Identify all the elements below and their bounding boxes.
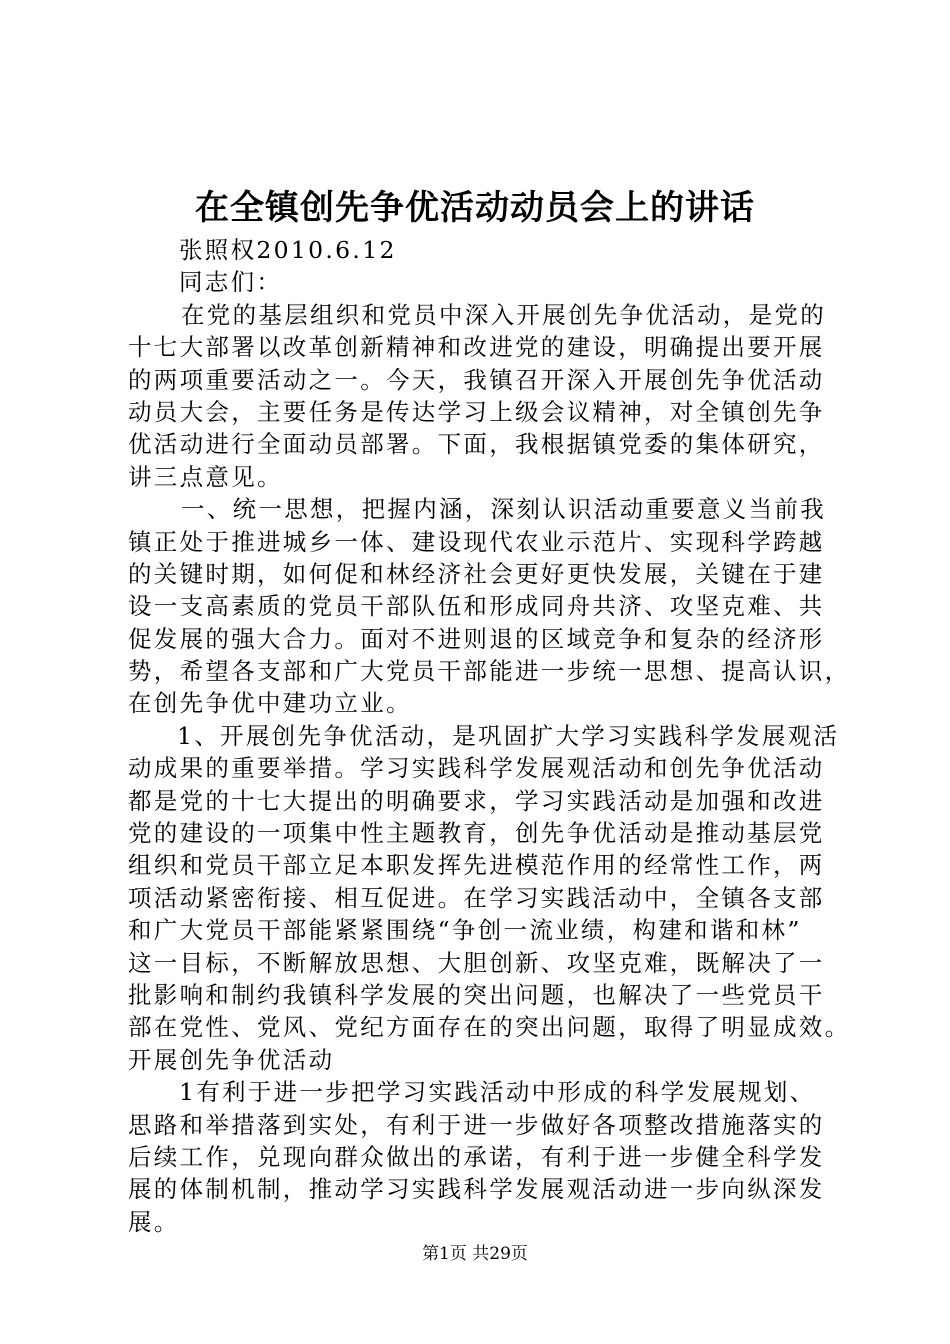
paragraph-line: 展。 (128, 1207, 180, 1236)
paragraph-line: 设一支高素质的党员干部队伍和形成同舟共济、攻坚克难、共 (128, 592, 825, 621)
paragraph-line: 动员大会，主要任务是传达学习上级会议精神，对全镇创先争 (128, 397, 825, 426)
paragraph-line: 后续工作，兑现向群众做出的承诺，有利于进一步健全科学发 (128, 1142, 825, 1171)
author-date-line: 张照权2010.6.12 (179, 236, 397, 264)
paragraph-line: 优活动进行全面动员部署。下面，我根据镇党委的集体研究， (128, 430, 825, 459)
paragraph-line: 党的建设的一项集中性主题教育，创先争优活动是推动基层党 (128, 819, 825, 848)
paragraph-line: 的两项重要活动之一。今天，我镇召开深入开展创先争优活动 (128, 365, 825, 394)
section-heading-line: 一、统一思想，把握内涵，深刻认识活动重要意义当前我 (181, 495, 826, 524)
paragraph-line: 思路和举措落到实处，有利于进一步做好各项整改措施落实的 (128, 1110, 825, 1139)
numbered-point-line: 1、开展创先争优活动，是巩固扩大学习实践科学发展观活 (177, 721, 840, 750)
paragraph-line: 动成果的重要举措。学习实践科学发展观活动和创先争优活动 (128, 754, 825, 783)
paragraph-line: 这一目标，不断解放思想、大胆创新、攻坚克难，既解决了一 (128, 948, 825, 977)
paragraph-line: 十七大部署以改革创新精神和改进党的建设，明确提出要开展 (128, 333, 825, 362)
paragraph-line: 的关键时期，如何促和林经济社会更好更快发展，关键在于建 (128, 559, 825, 588)
page-footer: 第1页 共29页 (422, 1244, 528, 1264)
numbered-point-line: 1有利于进一步把学习实践活动中形成的科学发展规划、 (179, 1078, 816, 1107)
paragraph-line: 开展创先争优活动 (128, 1045, 335, 1074)
salutation-line: 同志们： (179, 268, 283, 297)
paragraph-line: 在创先争优中建功立业。 (128, 689, 412, 718)
paragraph-line: 批影响和制约我镇科学发展的突出问题，也解决了一些党员干 (128, 980, 825, 1009)
paragraph-line: 讲三点意见。 (128, 462, 283, 491)
paragraph-line: 镇正处于推进城乡一体、建设现代农业示范片、实现科学跨越 (128, 527, 825, 556)
paragraph-line: 和广大党员干部能紧紧围绕“争创一流业绩，构建和谐和林” (128, 916, 802, 945)
paragraph-line: 在党的基层组织和党员中深入开展创先争优活动，是党的 (181, 300, 826, 329)
paragraph-line: 促发展的强大合力。面对不进则退的区域竞争和复杂的经济形 (128, 624, 825, 653)
paragraph-line: 势，希望各支部和广大党员干部能进一步统一思想、提高认识， (128, 657, 851, 686)
paragraph-line: 项活动紧密衔接、相互促进。在学习实践活动中，全镇各支部 (128, 883, 825, 912)
document-title: 在全镇创先争优活动动员会上的讲话 (195, 188, 755, 228)
paragraph-line: 展的体制机制，推动学习实践科学发展观活动进一步向纵深发 (128, 1175, 825, 1204)
paragraph-line: 部在党性、党风、党纪方面存在的突出问题，取得了明显成效。 (128, 1013, 851, 1042)
paragraph-line: 组织和党员干部立足本职发挥先进模范作用的经常性工作，两 (128, 851, 825, 880)
document-body (128, 234, 850, 1238)
paragraph-line: 都是党的十七大提出的明确要求，学习实践活动是加强和改进 (128, 786, 825, 815)
